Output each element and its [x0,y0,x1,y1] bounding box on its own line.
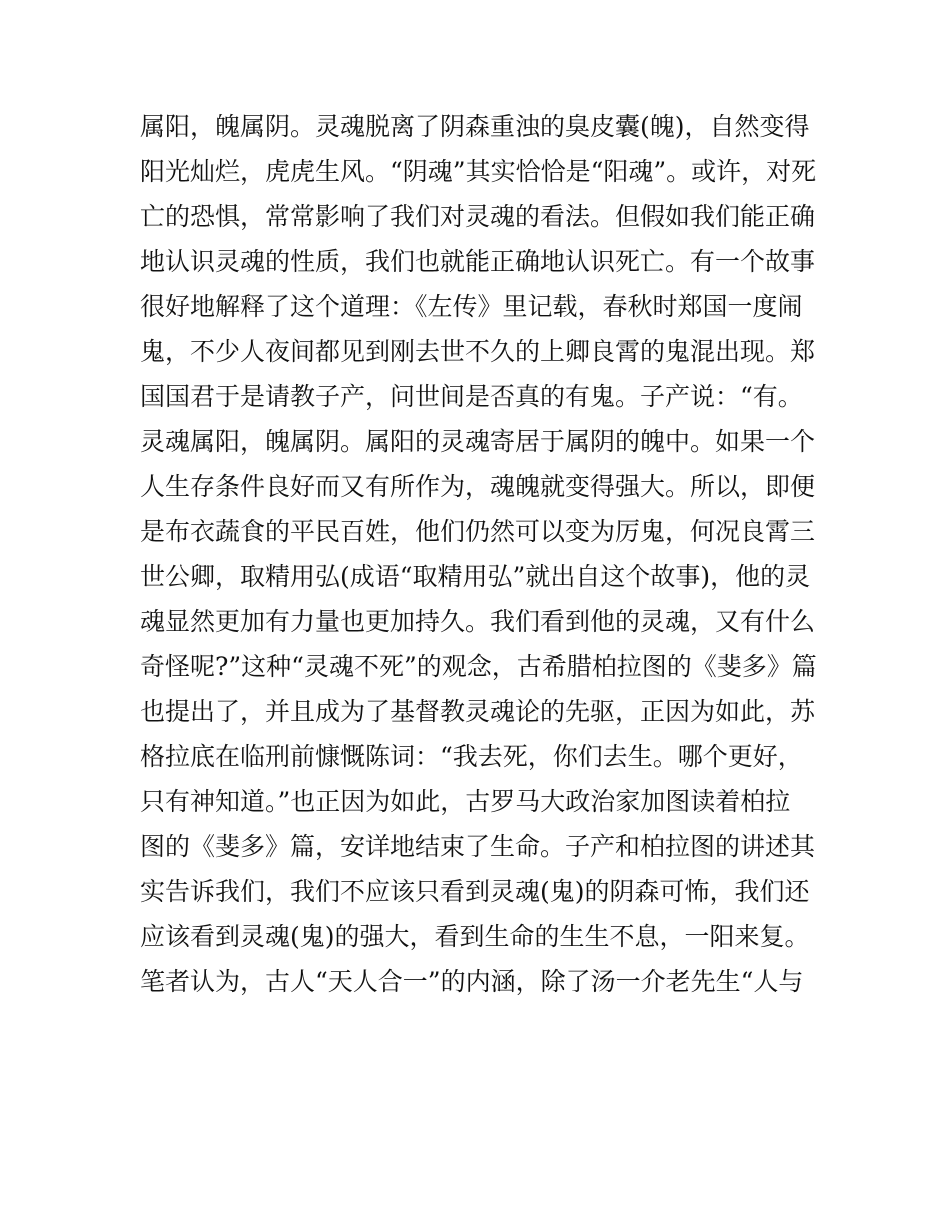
text-line: 只有神知道。”也正因为如此，古罗马大政治家加图读着柏拉 [140,787,791,816]
text-line: 亡的恐惧，常常影响了我们对灵魂的看法。但假如我们能正确 [140,202,816,231]
text-line: 格拉底在临刑前慷慨陈词：“我去死，你们去生。哪个更好， [140,742,803,771]
text-line: 魂显然更加有力量也更加持久。我们看到他的灵魂，又有什么 [140,607,816,636]
text-line: 灵魂属阳，魄属阴。属阳的灵魂寄居于属阴的魄中。如果一个 [140,427,816,456]
text-line: 图的《斐多》篇，安详地结束了生命。子产和柏拉图的讲述其 [140,832,816,861]
text-line: 应该看到灵魂(鬼)的强大，看到生命的生生不息，一阳来复。 [140,922,810,951]
text-line: 也提出了，并且成为了基督教灵魂论的先驱，正因为如此，苏 [140,697,816,726]
text-line: 属阳，魄属阴。灵魂脱离了阴森重浊的臭皮囊(魄)，自然变得 [140,112,810,141]
text-line: 阳光灿烂，虎虎生风。“阴魂”其实恰恰是“阳魂”。或许，对死 [140,157,817,186]
text-line: 人生存条件良好而又有所作为，魂魄就变得强大。所以，即便 [140,472,816,501]
text-line: 很好地解释了这个道理：《左传》里记载，春秋时郑国一度闹 [140,292,803,321]
text-line: 笔者认为，古人“天人合一”的内涵，除了汤一介老先生“人与 [140,967,804,996]
text-line: 国国君于是请教子产，问世间是否真的有鬼。子产说：“有。 [140,382,803,411]
body-text [140,104,820,1004]
text-line: 地认识灵魂的性质，我们也就能正确地认识死亡。有一个故事 [140,247,816,276]
text-line: 鬼，不少人夜间都见到刚去世不久的上卿良霄的鬼混出现。郑 [140,337,816,366]
text-line: 奇怪呢?”这种“灵魂不死”的观念，古希腊柏拉图的《斐多》篇 [140,652,817,681]
text-line: 实告诉我们，我们不应该只看到灵魂(鬼)的阴森可怖，我们还 [140,877,810,906]
text-line: 世公卿，取精用弘(成语“取精用弘”就出自这个故事)，他的灵 [140,562,811,591]
text-line: 是布衣蔬食的平民百姓，他们仍然可以变为厉鬼，何况良霄三 [140,517,816,546]
